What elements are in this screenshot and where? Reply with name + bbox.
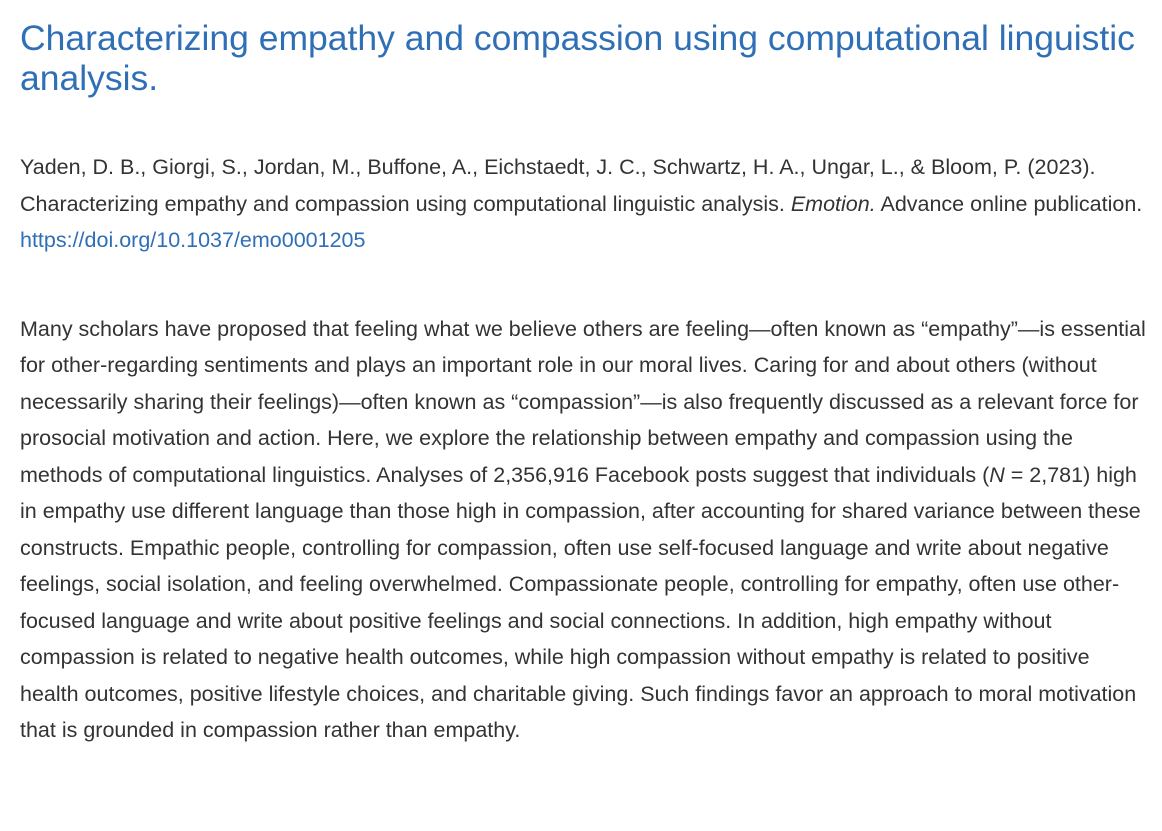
article-title: Characterizing empathy and compassion using computational linguistic analysis.	[20, 18, 1135, 98]
abstract-text-part2: = 2,781) high in empathy use different language than those high in compassion, after accounting for shared variance between these constructs. Empathic people, controlling for compassion, often use self-focused language and write about negative feelings, social isolation, and feeling overwhelmed. Compassionate people, controlling for empathy, often use other-focused language and write about positive feelings and social connections. In addition, high empathy without compassion is related to negative health outcomes, while high compassion without empathy is related to positive health outcomes, positive lifestyle choices, and charitable giving. Such findings favor an approach to moral motivation that is grounded in compassion rather than empathy.	[20, 462, 1141, 742]
article-abstract	[20, 311, 1150, 749]
citation-authors-year-title: Yaden, D. B., Giorgi, S., Jordan, M., Buffone, A., Eichstaedt, J. C., Schwartz, H. A., Ungar, L., & Bloom, P. (2023). Characterizing empathy and compassion using computational linguistic analysis.	[20, 155, 1096, 216]
citation-publication-note: Advance online publication.	[875, 191, 1143, 216]
article-citation	[20, 149, 1150, 259]
doi-link[interactable]: https://doi.org/10.1037/emo0001205	[20, 228, 366, 252]
citation-journal: Emotion.	[790, 191, 876, 216]
abstract-text-part1: Many scholars have proposed that feeling what we believe others are feeling—often known as “empathy”—is essential for other-regarding sentiments and plays an important role in our moral lives. Caring for and about others (without necessarily sharing their feelings)—often known as “compassion”—is also frequently discussed as a relevant force for prosocial motivation and action. Here, we explore the relationship between empathy and compassion using the methods of computational linguistics. Analyses of 2,356,916 Facebook posts suggest that individuals (	[20, 316, 1146, 487]
abstract-n-symbol: N	[989, 462, 1005, 487]
